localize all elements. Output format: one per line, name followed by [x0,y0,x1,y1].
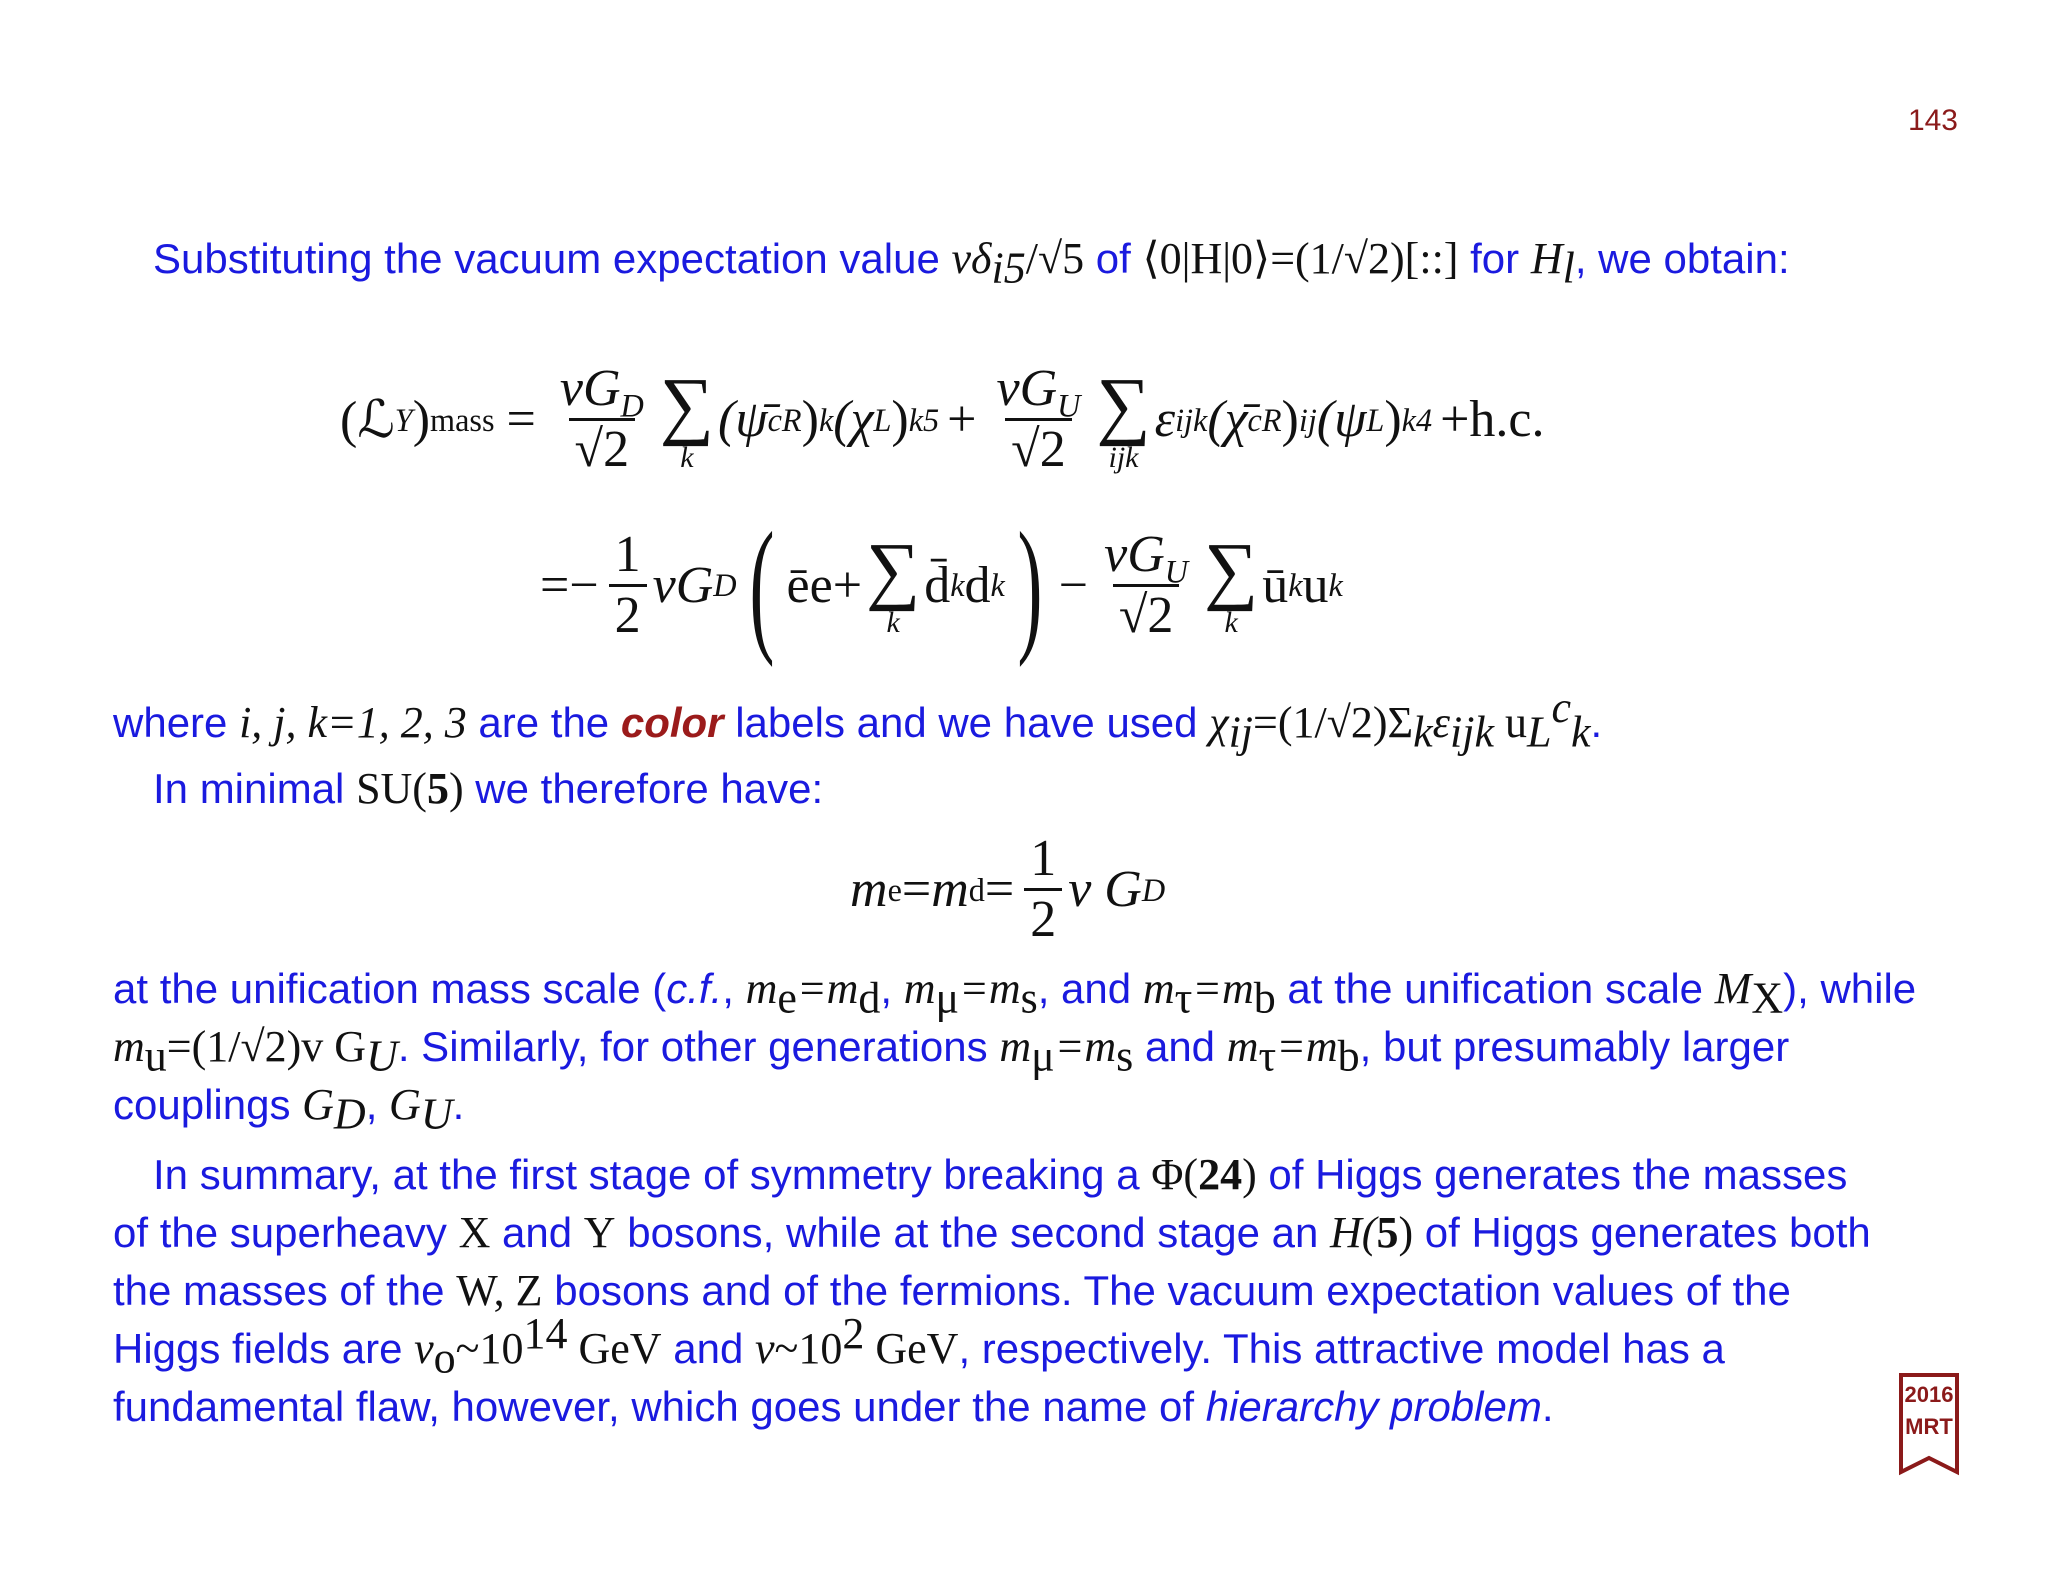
fraction-half: $\frac{1}{2}$ [609,526,647,645]
sum-ijk: ∑ ijk [1096,362,1151,474]
mrt-2016-badge [1898,1372,1960,1478]
fraction-vgd: $\frac{vG_D}{√2}$ [559,360,644,478]
fraction-half: $\frac{1}{2}$ [1024,830,1062,949]
sum-k: ∑ k [659,362,714,474]
expanded-mass-equation: =− $\frac{1}{2}$ vG D ( ēe+ ∑ k d̄ k d k ) − $\frac{vG_U}{√2}$ ∑ k ū k u k [540,502,1343,668]
badge-initials: MRT [1905,1414,1953,1439]
badge-year: 2016 [1904,1382,1954,1407]
minimal-su5-paragraph: In minimal SU(5) we therefore have: [153,764,824,813]
sum-k: ∑ k [1204,528,1259,639]
summary-paragraph: In summary, at the first stage of symmetry breaking a Φ(24) of Higgs generates the masses of the superheavy X and Y bosons, while at the second stage an H(5) of Higgs generates both the masses of the W, Z bosons and of the fermions. The vacuum expectation values of the Higgs fields are $v_o\sim 10^{14}$ GeV and $v\sim 10^2$ GeV, respectively. This attractive model has a fundamental flaw, however, which goes under the name of hierarchy problem. [113,1150,1871,1430]
unification-scale-paragraph: at the unification mass scale (c.f., $m_e=m_d$, $m_\mu=m_s$, and $m_\tau=m_b$ at the unification scale $M_X$), while $m_u=(1/√2)v$ $G_U$. Similarly, for other generations $m_\mu=m_s$ and $m_\tau=m_b$, but presumably larger couplings $G_D$, $G_U$. [113,964,1917,1139]
intro-paragraph: Substituting the vacuum expectation value $v\delta_{i5}/√5$ of ⟨0|H|0⟩=(1/√2)[::] for $H_l$, we obtain: [153,234,1790,293]
mass-relation-equation: m e = m d = $\frac{1}{2}$ v G D [850,830,1166,948]
page-number: 143 [1907,104,1958,137]
fraction-vgu: $\frac{vG_U}{√2}$ [996,360,1081,478]
sum-k: ∑ k [866,528,921,639]
fraction-vgu: $\frac{vG_U}{√2}$ [1104,525,1189,644]
lagrangian-mass-equation: (ℒ Y ) mass = $\frac{vG_D}{√2}$ ∑ k (ψ̄ c R ) k (χ L ) k5 + $\frac{vG_U}{√2}$ ∑ ijk ε ijk (χ̄ c R ) ij (ψ L ) k4 +h.c. [340,360,1545,478]
color-emphasis: color [620,699,724,746]
color-labels-paragraph: where i, j, k=1, 2, 3 are the color labels and we have used $\chi_{ij}=(1/√2)\Sigma_k\varepsilon_{ijk}$ $u_L^c_k$. [113,683,1603,757]
